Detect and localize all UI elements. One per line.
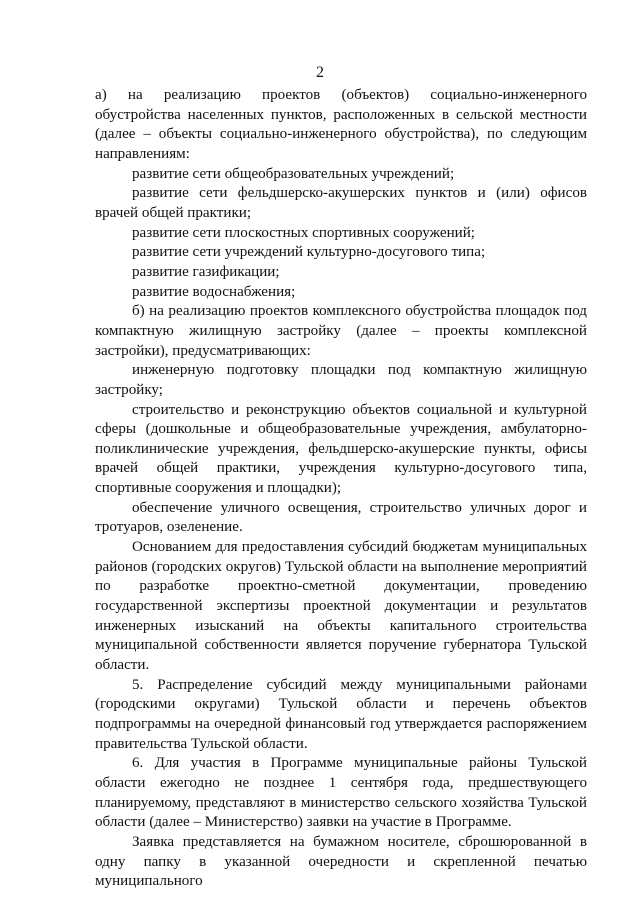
paragraph-15: Заявка представляется на бумажном носителе, сброшюрованной в одну папку в указанной очередности и скрепленной печатью муниципального bbox=[95, 833, 587, 890]
paragraph-6: развитие газификации; bbox=[132, 263, 280, 280]
document-body bbox=[95, 86, 587, 892]
paragraph-4: развитие сети плоскостных спортивных сооружений; bbox=[132, 224, 475, 241]
paragraph-14: 6. Для участия в Программе муниципальные районы Тульской области ежегодно не позднее 1 сентября года, предшествующего планируемому, представляют в министерство сельского хозяйства Тульской области (далее – Министерство) заявки на участие в Программе. bbox=[95, 755, 587, 831]
paragraph-8: б) на реализацию проектов комплексного обустройства площадок под компактную жилищную застройку (далее – проекты комплексной застройки), предусматривающих: bbox=[95, 303, 587, 359]
paragraph-10: строительство и реконструкцию объектов социальной и культурной сферы (дошкольные и общеобразовательные учреждения, амбулаторно-поликлинические учреждения, фельдшерско-акушерские пункты, офисы врачей общей практики, учреждения культурно-досугового типа, спортивные сооружения и площадки); bbox=[95, 401, 587, 497]
paragraph-2: развитие сети общеобразовательных учреждений; bbox=[132, 165, 455, 182]
paragraph-5: развитие сети учреждений культурно-досугового типа; bbox=[132, 244, 486, 261]
paragraph-3: развитие сети фельдшерско-акушерских пунктов и (или) офисов врачей общей практики; bbox=[95, 185, 587, 221]
paragraph-1: а) на реализацию проектов (объектов) социально-инженерного обустройства населенных пунктов, расположенных в сельской местности (далее – объекты социально-инженерного обустройства), по следующим направлениям: bbox=[95, 87, 587, 162]
paragraph-9: инженерную подготовку площадки под компактную жилищную застройку; bbox=[95, 362, 587, 398]
paragraph-7: развитие водоснабжения; bbox=[132, 283, 296, 300]
paragraph-12: Основанием для предоставления субсидий бюджетам муниципальных районов (городских округов) Тульской области на выполнение мероприятий по разработке проектно-сметной документации, проведению государственной экспертизы проектной документации и результатов инженерных изысканий на объекты капитального строительства муниципальной собственности является поручение губернатора Тульской области. bbox=[95, 539, 587, 674]
paragraph-11: обеспечение уличного освещения, строительство уличных дорог и тротуаров, озеленение. bbox=[95, 499, 587, 536]
paragraph-13: 5. Распределение субсидий между муниципальными районами (городскими округами) Тульской области и перечень объектов подпрограммы на очередной финансовый год утверждается распоряжением правительства Тульской области. bbox=[95, 676, 587, 752]
page-number: 2 bbox=[316, 64, 324, 81]
